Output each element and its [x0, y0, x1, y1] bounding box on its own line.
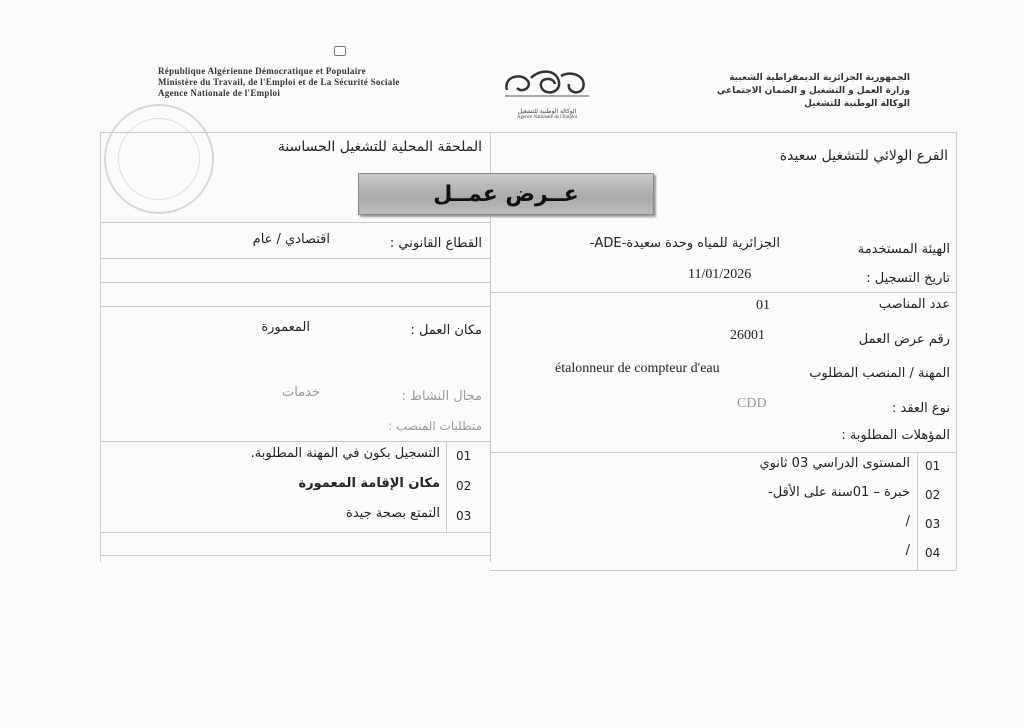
- registration-date-value: 11/01/2026: [688, 267, 752, 282]
- header-ar-line2: وزارة العمل و التشغيل و الضمان الاجتماعي: [716, 86, 910, 96]
- item-number: 02: [925, 488, 941, 502]
- employer-label: الهيئة المستخدمة: [857, 242, 950, 257]
- list-item: [100, 441, 490, 471]
- list-item: [500, 510, 956, 539]
- anem-logo-icon: [497, 64, 597, 104]
- row-line: [100, 258, 490, 259]
- job-value: étalonneur de compteur d'eau: [555, 361, 720, 376]
- item-text: خبرة – 01سنة على الأقل-: [768, 485, 910, 500]
- activity-label: مجال النشاط :: [401, 389, 482, 404]
- offer-number-label: رقم عرض العمل: [858, 332, 950, 347]
- header-ar-line3: الوكالة الوطنية للتشغيل: [804, 99, 910, 109]
- employer-value: الجزائرية للمياه وحدة سعيدة-ADE-: [589, 236, 780, 251]
- item-text: التسجيل بكون في المهنة المطلوبة.: [250, 446, 440, 461]
- item-text: التمتع بصحة جيدة: [346, 506, 440, 521]
- table-right-line: [956, 132, 957, 570]
- header-fr-line1: République Algérienne Démocratique et Populaire: [158, 66, 366, 76]
- logo-caption-fr: Agence Nationale de l'Emploi: [516, 115, 578, 120]
- contract-label: نوع العقد :: [892, 401, 950, 416]
- table-top-line: [100, 132, 957, 133]
- list-item: [500, 481, 956, 510]
- item-number: 04: [925, 546, 941, 560]
- official-stamp: [104, 104, 214, 214]
- office-left: الملحقة المحلية للتشغيل الحساسنة: [277, 139, 482, 155]
- job-label: المهنة / المنصب المطلوب: [809, 366, 950, 381]
- item-number: 01: [925, 459, 941, 473]
- workplace-value: المعمورة: [261, 320, 310, 335]
- positions-label: عدد المناصب: [878, 297, 950, 312]
- legal-sector-label: القطاع القانوني :: [389, 236, 482, 251]
- row-line: [490, 292, 956, 293]
- item-number: 03: [456, 509, 472, 523]
- list-item: [100, 501, 490, 531]
- item-text: مكان الإقامة المعمورة: [298, 476, 440, 491]
- row-line: [100, 222, 490, 223]
- registration-date-label: تاريخ التسجيل :: [866, 271, 950, 286]
- row-line: [100, 282, 490, 283]
- logo-caption-ar: الوكالة الوطنية للتشغيل: [517, 108, 577, 115]
- row-line: [100, 555, 490, 556]
- offer-number-value: 26001: [730, 328, 765, 343]
- item-text: المستوى الدراسي 03 ثانوي: [759, 456, 910, 471]
- header-fr-line2: Ministère du Travail, de l'Emploi et de La Sécurité Sociale: [158, 77, 400, 87]
- header-fr: [158, 66, 478, 99]
- contract-value: CDD: [737, 396, 767, 411]
- workplace-label: مكان العمل :: [410, 323, 482, 338]
- row-line: [100, 306, 490, 307]
- activity-value: خدمات: [281, 385, 320, 400]
- item-text: /: [905, 514, 910, 529]
- requirements-list: [100, 441, 490, 532]
- header-ar-line1: الجمهورية الجزائرية الديمقراطية الشعبية: [729, 73, 910, 83]
- header-ar: [610, 72, 910, 111]
- header-fr-line3: Agence Nationale de l'Emploi: [158, 88, 281, 98]
- row-line: [490, 570, 956, 571]
- office-right: الفرع الولائي للتشغيل سعيدة: [779, 148, 948, 164]
- item-number: 03: [925, 517, 941, 531]
- list-item: [500, 452, 956, 481]
- positions-value: 01: [756, 298, 770, 313]
- row-line: [100, 532, 490, 533]
- legal-sector-value: اقتصادي / عام: [252, 232, 330, 247]
- document-title: عــرض عمــل: [358, 173, 654, 215]
- item-number: 02: [456, 479, 472, 493]
- list-item: [500, 539, 956, 568]
- item-number: 01: [456, 449, 472, 463]
- agency-logo: [497, 64, 597, 124]
- list-item: [100, 471, 490, 501]
- page-marker: [334, 46, 346, 56]
- qualifications-list: [500, 452, 956, 570]
- qualifications-label: المؤهلات المطلوبة :: [841, 428, 950, 443]
- item-text: /: [905, 543, 910, 558]
- requirements-label: متطلبات المنصب :: [388, 419, 482, 433]
